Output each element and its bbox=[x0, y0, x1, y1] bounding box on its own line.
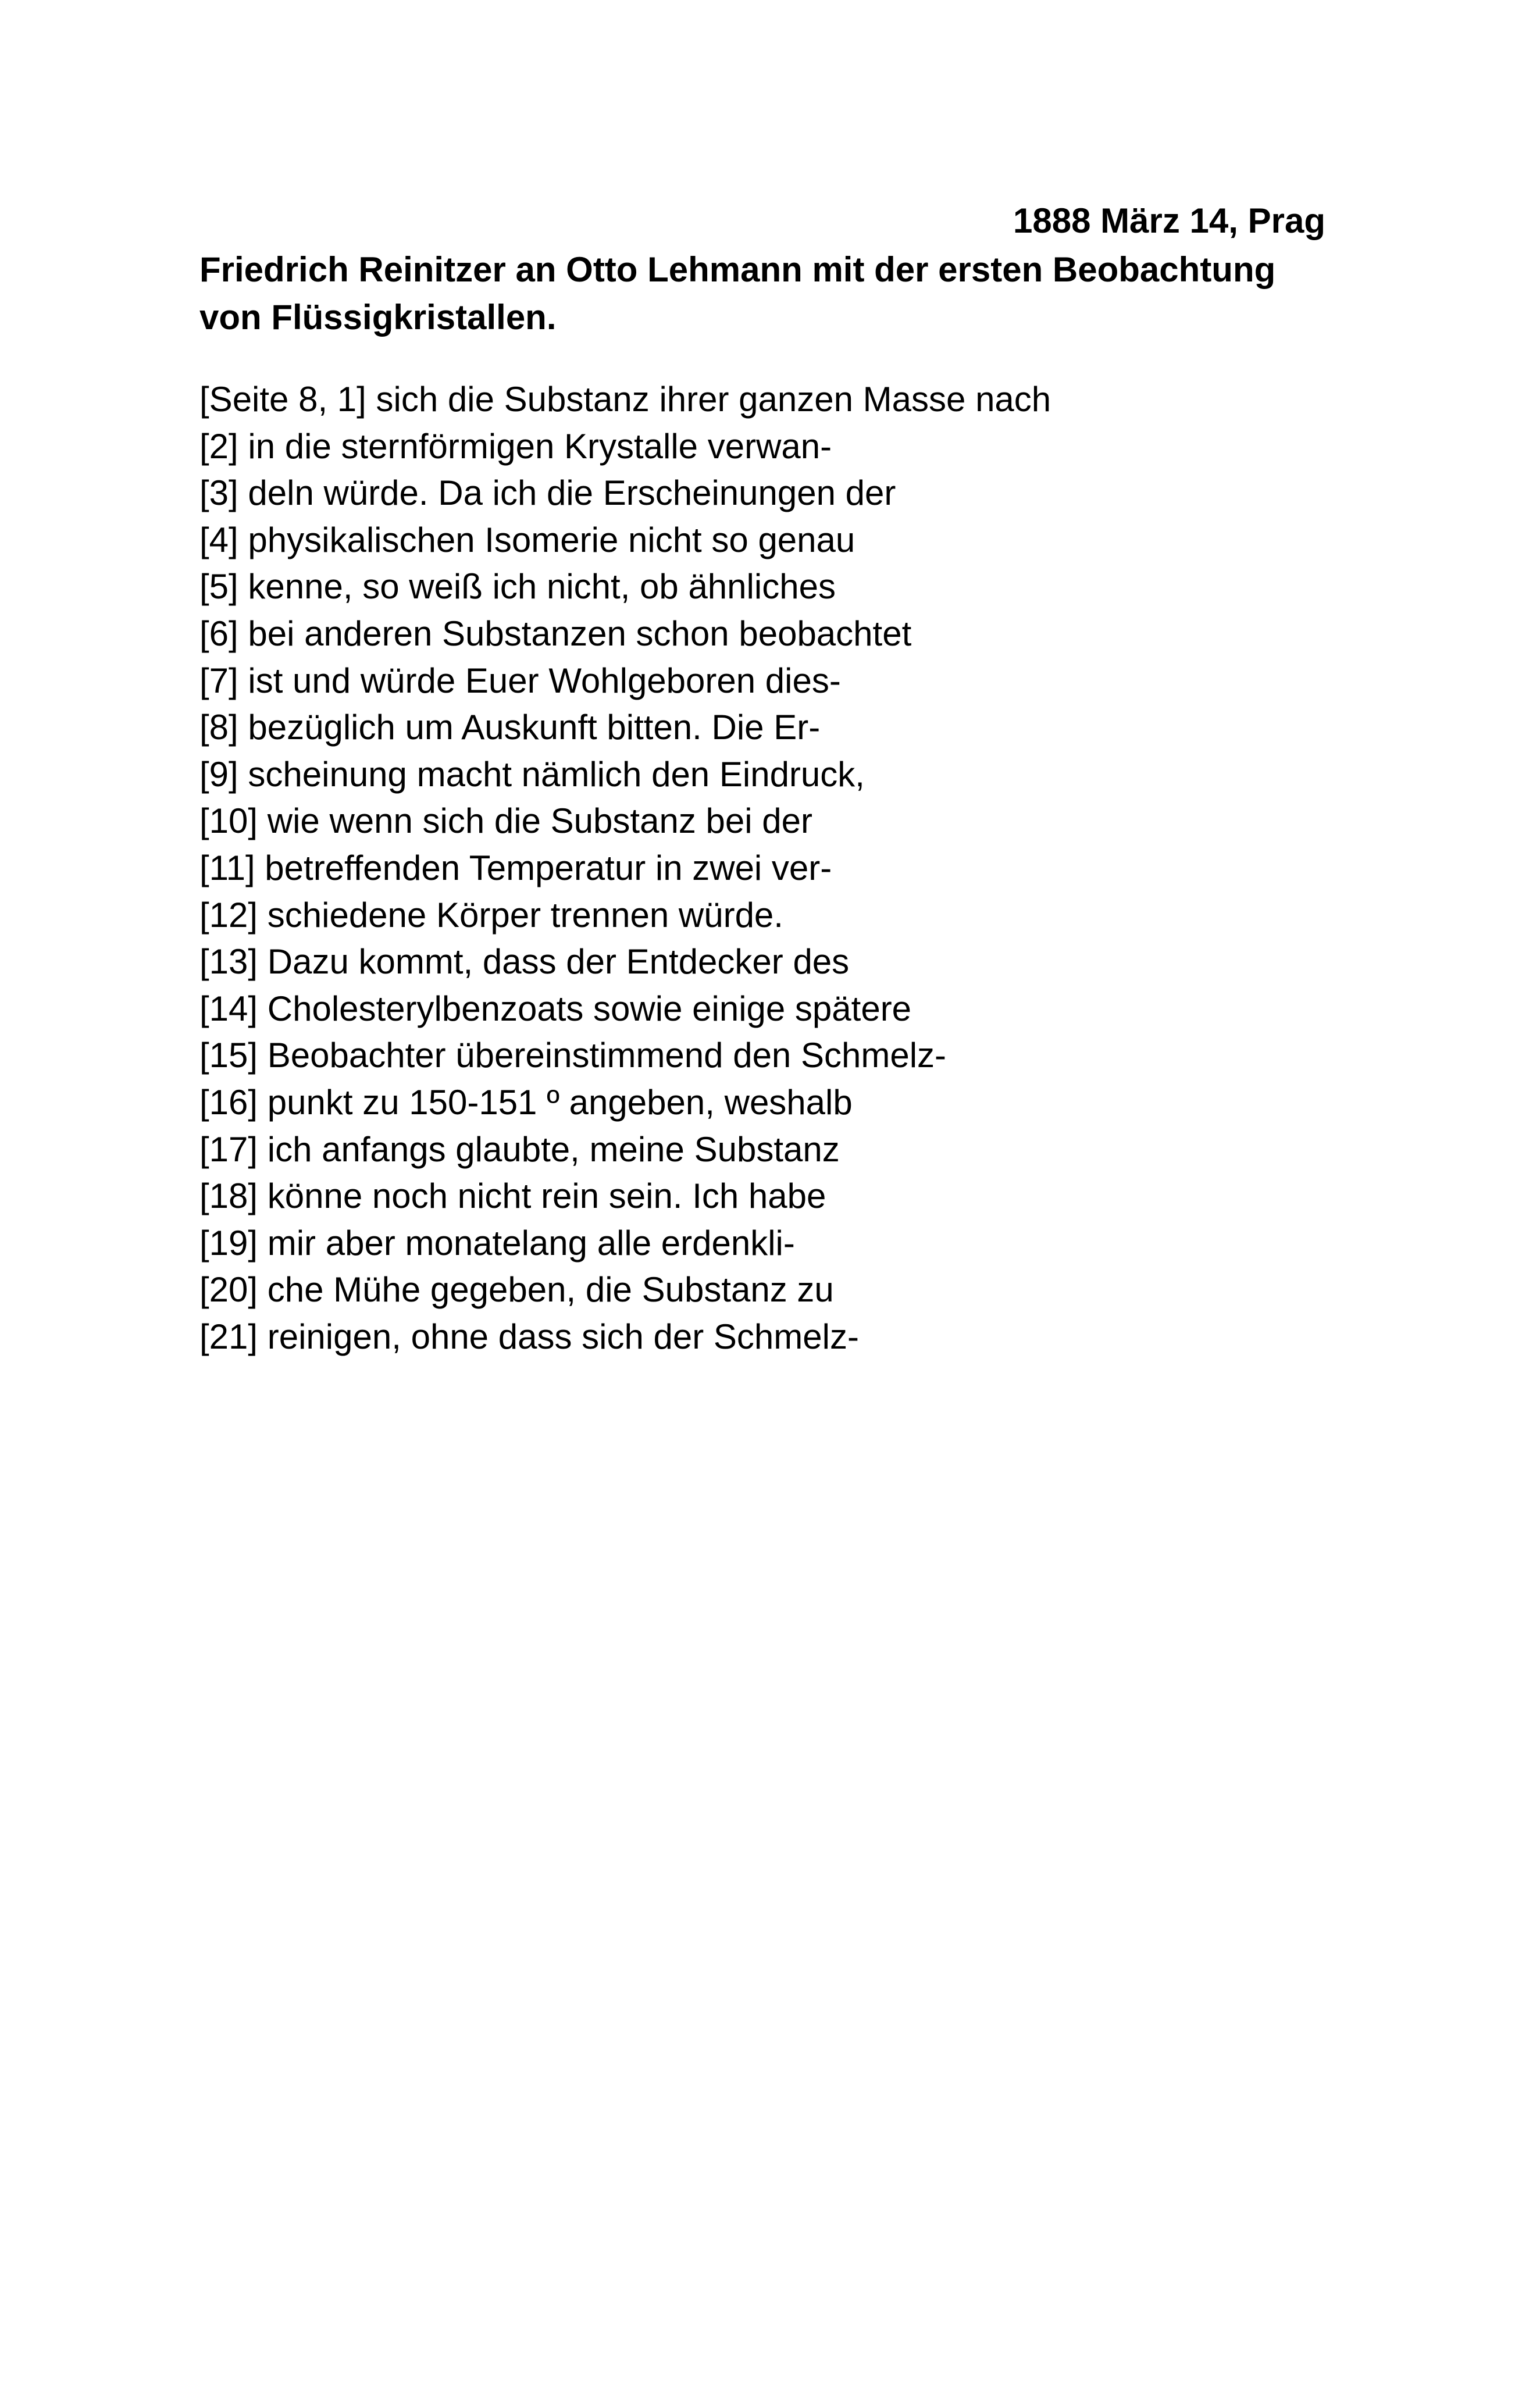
transcription-line: [8] bezüglich um Auskunft bitten. Die Er- bbox=[199, 708, 821, 747]
date-place-heading: 1888 März 14, Prag bbox=[1013, 201, 1325, 240]
transcription-line: [12] schiedene Körper trennen würde. bbox=[199, 895, 783, 935]
transcription-line: [13] Dazu kommt, dass der Entdecker des bbox=[199, 942, 850, 982]
transcription-line: [16] punkt zu 150-151 º angeben, weshalb bbox=[199, 1082, 853, 1122]
transcription-line: [7] ist und würde Euer Wohlgeboren dies- bbox=[199, 661, 841, 700]
transcription-lines bbox=[199, 376, 1051, 1360]
transcription-line: [17] ich anfangs glaubte, meine Substanz bbox=[199, 1129, 840, 1169]
transcription-line: [5] kenne, so weiß ich nicht, ob ähnliches bbox=[199, 567, 836, 607]
transcription-line: [9] scheinung macht nämlich den Eindruck, bbox=[199, 754, 865, 794]
transcription-line: [15] Beobachter übereinstimmend den Schmelz- bbox=[199, 1036, 947, 1075]
transcription-line: [14] Cholesterylbenzoats sowie einige spätere bbox=[199, 989, 912, 1028]
document-title: Friedrich Reinitzer an Otto Lehmann mit der ersten Beobachtung von Flüssigkristallen. bbox=[199, 250, 1276, 337]
transcription-line: [18] könne noch nicht rein sein. Ich habe bbox=[199, 1176, 826, 1216]
transcription-line: [19] mir aber monatelang alle erdenkli- bbox=[199, 1223, 795, 1263]
transcription-line: [2] in die sternförmigen Krystalle verwan- bbox=[199, 426, 832, 466]
transcription-line: [10] wie wenn sich die Substanz bei der bbox=[199, 801, 812, 841]
transcription-line: [11] betreffenden Temperatur in zwei ver- bbox=[199, 848, 832, 887]
transcription-line: [4] physikalischen Isomerie nicht so genau bbox=[199, 520, 855, 559]
transcription-line: [Seite 8, 1] sich die Substanz ihrer ganzen Masse nach bbox=[199, 380, 1051, 419]
transcription-line: [20] che Mühe gegeben, die Substanz zu bbox=[199, 1270, 834, 1310]
transcription-line: [3] deln würde. Da ich die Erscheinungen der bbox=[199, 473, 896, 513]
transcription-line: [21] reinigen, ohne dass sich der Schmelz- bbox=[199, 1317, 859, 1356]
transcription-line: [6] bei anderen Substanzen schon beobachtet bbox=[199, 614, 912, 653]
